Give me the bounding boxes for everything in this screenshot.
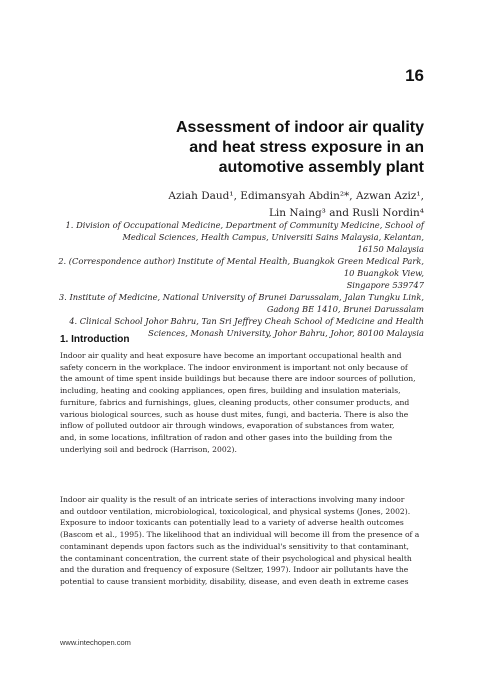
- affiliation-line: 3. Institute of Medicine, National University of Brunei Darussalam, Jalan Tungku Link,: [58, 292, 424, 302]
- affiliation-line: 10 Buangkok View,: [343, 268, 424, 278]
- body-line: and the duration and frequency of exposure (Seltzer, 1997). Indoor air pollutants have the: [60, 565, 409, 575]
- author-line: Lin Naing³ and Rusli Nordin⁴: [268, 207, 424, 219]
- chapter-title: [124, 118, 424, 178]
- affiliation-line: 2. (Correspondence author) Institute of Mental Health, Buangkok Green Medical Park,: [58, 256, 424, 266]
- body-line: potential to cause transient morbidity, disability, disease, and even death in extreme cases: [60, 576, 409, 586]
- footer-url[interactable]: www.intechopen.com: [60, 638, 131, 647]
- author-list: [64, 188, 424, 222]
- body-line: and, in some locations, infiltration of radon and other gases into the building from the: [60, 432, 393, 442]
- body-line: the amount of time spent inside buildings but because there are indoor sources of pollution,: [60, 374, 416, 384]
- body-line: Indoor air quality and heat exposure have become an important occupational health and: [60, 351, 402, 360]
- affiliation-line: 1. Division of Occupational Medicine, Department of Community Medicine, School of: [65, 220, 424, 230]
- chapter-number: 16: [405, 66, 424, 85]
- body-line: various biological sources, such as house dust mites, fungi, and bacteria. There is also the: [60, 409, 409, 419]
- title-line: automotive assembly plant: [218, 159, 424, 176]
- body-line: and outdoor ventilation, microbiological, toxicological, and physical systems (Jones, 2002).: [60, 506, 411, 516]
- affiliations: [24, 219, 424, 339]
- title-line: Assessment of indoor air quality: [175, 119, 424, 136]
- body-line: contaminant depends upon factors such as the individual's sensitivity to that contaminant,: [60, 541, 409, 551]
- title-line: and heat stress exposure in an: [189, 139, 424, 156]
- affiliation-line: Gadong BE 1410, Brunei Darussalam: [266, 304, 424, 314]
- section-heading: 1. Introduction: [60, 334, 130, 345]
- body-line: the contaminant concentration, the current state of their psychological and physical health: [60, 553, 412, 563]
- body-line: (Bascom et al., 1995). The likelihood that an individual will become ill from the presence of a: [60, 530, 420, 540]
- body-line: furniture, fabrics and furnishings, glues, cleaning products, other consumer products, and: [60, 397, 410, 407]
- body-line: including, heating and cooking appliances, open fires, building and insulation materials,: [60, 386, 401, 396]
- affiliation-line: 4. Clinical School Johor Bahru, Tan Sri Jeffrey Cheah School of Medicine and Health: [69, 316, 424, 326]
- author-line: Aziah Daud¹, Edimansyah Abdin²*, Azwan Aziz¹,: [168, 190, 424, 202]
- paragraph-2: [60, 494, 424, 588]
- body-line: inflow of polluted outdoor air through windows, evaporation of substances from water,: [60, 421, 395, 431]
- affiliation-line: Singapore 539747: [346, 280, 424, 290]
- affiliation-line: Medical Sciences, Health Campus, Universiti Sains Malaysia, Kelantan,: [122, 232, 424, 242]
- affiliation-line: 16150 Malaysia: [357, 244, 424, 254]
- affiliation-line: Sciences, Monash University, Johor Bahru, Johor, 80100 Malaysia: [148, 328, 424, 338]
- body-line: underlying soil and bedrock (Harrison, 2002).: [60, 444, 237, 454]
- body-line: Exposure to indoor toxicants can potentially lead to a variety of adverse health outcomes: [60, 518, 404, 528]
- paragraph-1: [60, 350, 424, 455]
- body-line: Indoor air quality is the result of an intricate series of interactions involving many indoor: [60, 495, 405, 504]
- body-line: safety concern in the workplace. The indoor environment is important not only because of: [60, 362, 408, 372]
